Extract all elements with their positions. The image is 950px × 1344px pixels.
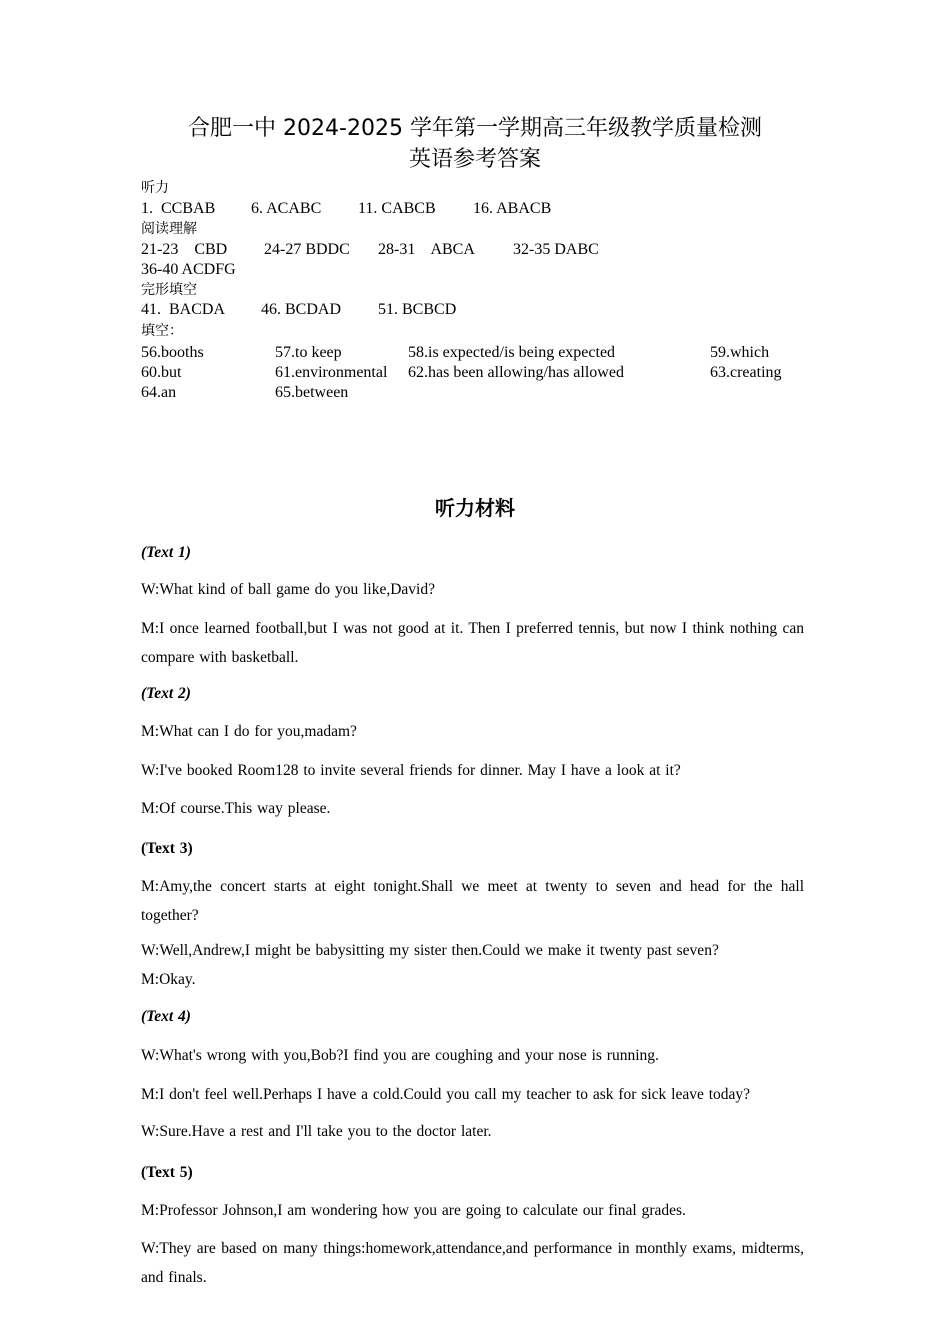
section-label-reading: 阅读理解 (141, 221, 197, 237)
text3-label: (Text 3) (141, 840, 193, 857)
section-label-cloze: 完形填空 (141, 282, 197, 298)
answer-cloze-46: 46. BCDAD (261, 301, 342, 318)
text2-label: (Text 2) (141, 685, 191, 702)
answer-fill-58: 58.is expected/is being expected (408, 344, 616, 361)
text2-line2: W:I've booked Room128 to invite several friends for dinner. May I have a look at it? (141, 762, 681, 779)
text4-label: (Text 4) (141, 1008, 191, 1025)
answer-fill-60: 60.but (141, 364, 182, 381)
answer-listening-6: 6. ACABC (251, 200, 322, 217)
answer-listening-16: 16. ABACB (473, 200, 552, 217)
answer-fill-63: 63.creating (710, 364, 782, 381)
answer-cloze-51: 51. BCBCD (378, 301, 457, 318)
text5-label: (Text 5) (141, 1164, 193, 1181)
answer-fill-64: 64.an (141, 384, 177, 401)
document-title: 合肥一中 2024-2025 学年第一学期高三年级教学质量检测 (188, 116, 762, 141)
answer-fill-57: 57.to keep (275, 344, 342, 361)
answer-fill-61: 61.environmental (275, 364, 388, 381)
text1-line2: M:I once learned football,but I was not good at it. Then I preferred tennis, but now I think nothing can compare with basketball. (141, 620, 804, 666)
answer-reading-36: 36-40 ACDFG (141, 261, 236, 278)
text5-line1: M:Professor Johnson,I am wondering how you are going to calculate our final grades. (141, 1202, 686, 1219)
answer-fill-62: 62.has been allowing/has allowed (408, 364, 624, 381)
answer-reading-24: 24-27 BDDC (264, 241, 350, 258)
text4-line3: W:Sure.Have a rest and I'll take you to the doctor later. (141, 1123, 492, 1140)
text4-line2: M:I don't feel well.Perhaps I have a cold.Could you call my teacher to ask for sick leave today? (141, 1086, 751, 1103)
answer-reading-32: 32-35 DABC (513, 241, 599, 258)
text3-line3: M:Okay. (141, 971, 196, 988)
answer-cloze-41: 41. BACDA (141, 301, 226, 318)
text5-line2: W:They are based on many things:homework,attendance,and performance in monthly exams, midterms, and finals. (141, 1240, 804, 1286)
materials-heading: 听力材料 (435, 496, 515, 520)
document-subtitle: 英语参考答案 (408, 147, 541, 172)
text1-label: (Text 1) (141, 544, 191, 561)
text3-line2: W:Well,Andrew,I might be babysitting my sister then.Could we make it twenty past seven? (141, 942, 719, 959)
text2-line1: M:What can I do for you,madam? (141, 723, 357, 740)
answer-fill-56: 56.booths (141, 344, 204, 361)
section-label-fill: 填空： (141, 323, 183, 339)
answer-listening-1: 1. CCBAB (141, 200, 216, 217)
text1-line1: W:What kind of ball game do you like,David? (141, 581, 435, 598)
answer-fill-59: 59.which (710, 344, 770, 361)
text4-line1: W:What's wrong with you,Bob?I find you are coughing and your nose is running. (141, 1047, 659, 1064)
answer-listening-11: 11. CABCB (358, 200, 436, 217)
text3-line1: M:Amy,the concert starts at eight tonight.Shall we meet at twenty to seven and head for the hall together? (141, 878, 804, 924)
answer-reading-21: 21-23 CBD (141, 241, 228, 258)
answer-fill-65: 65.between (275, 384, 349, 401)
section-label-listening: 听力 (141, 180, 169, 196)
text2-line3: M:Of course.This way please. (141, 800, 331, 817)
answer-reading-28: 28-31 ABCA (378, 241, 475, 258)
